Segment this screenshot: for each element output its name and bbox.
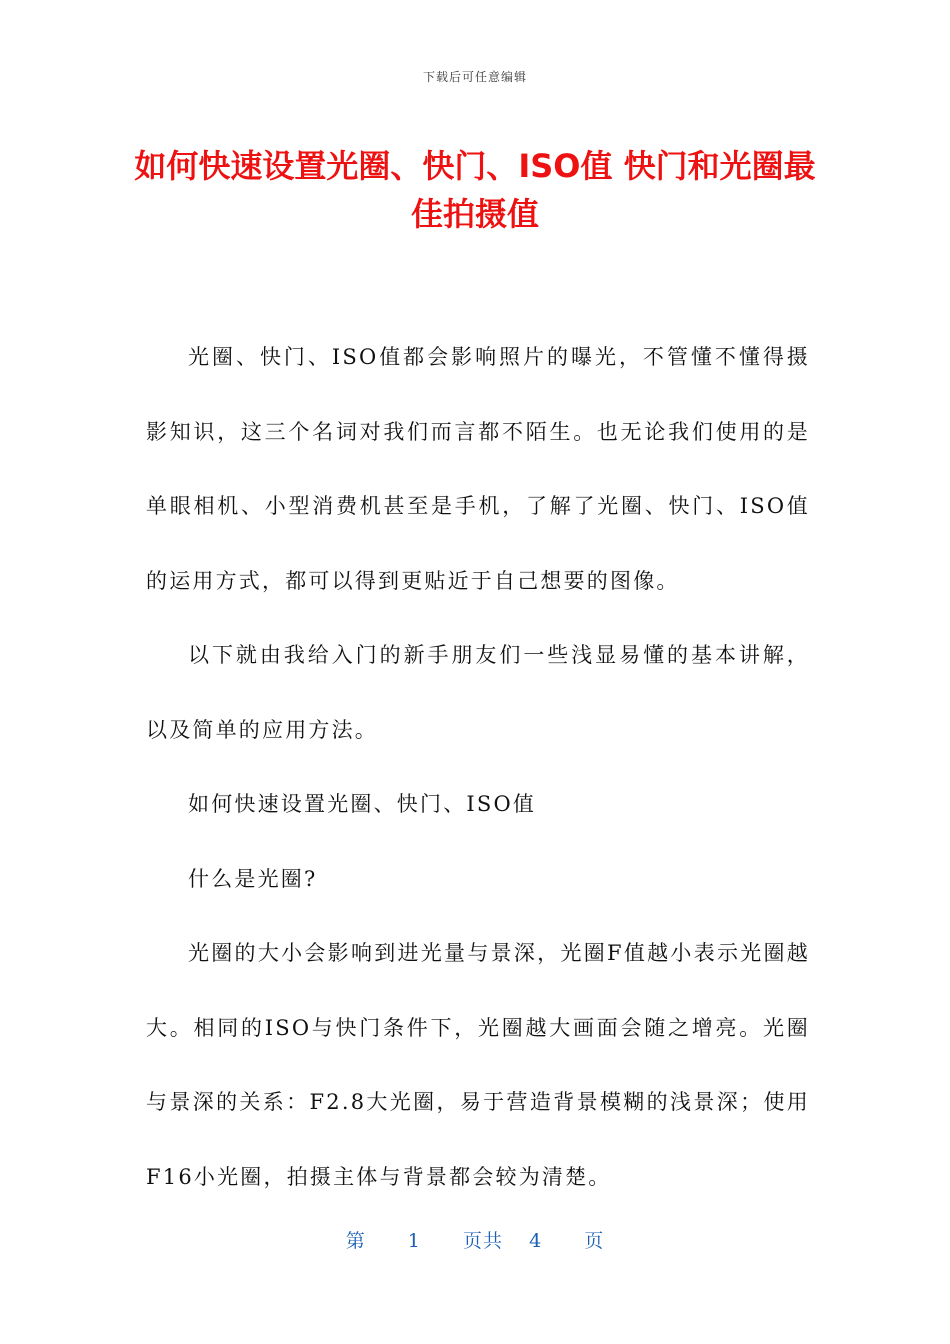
paragraph: 以下就由我给入门的新手朋友们一些浅显易懂的基本讲解，以及简单的应用方法。 bbox=[146, 643, 810, 742]
header-note: 下载后可任意编辑 bbox=[422, 70, 527, 84]
footer-current-page: 1 bbox=[407, 1230, 421, 1252]
footer-total-pages: 4 bbox=[529, 1230, 543, 1252]
footer-prefix: 第 bbox=[345, 1230, 366, 1252]
paragraph: 光圈、快门、ISO值都会影响照片的曝光，不管懂不懂得摄影知识，这三个名词对我们而言都不陌生。也无论我们使用的是单眼相机、小型消费机甚至是手机，了解了光圈、快门、ISO值的运用方式，都可以得到更贴近于自己想要的图像。 bbox=[146, 345, 810, 593]
footer-suffix: 页 bbox=[584, 1230, 605, 1252]
document-title: 如何快速设置光圈、快门、ISO值 快门和光圈最佳拍摄值 bbox=[134, 147, 816, 233]
paragraph: 光圈的大小会影响到进光量与景深，光圈F值越小表示光圈越大。相同的ISO与快门条件下，光圈越大画面会随之增亮。光圈与景深的关系：F2.8大光圈，易于营造背景模糊的浅景深；使用F16小光圈，拍摄主体与背景都会较为清楚。 bbox=[146, 941, 810, 1189]
footer-middle: 页共 bbox=[462, 1230, 503, 1252]
page-footer bbox=[0, 1226, 950, 1253]
section-heading: 如何快速设置光圈、快门、ISO值 bbox=[188, 792, 537, 816]
sub-heading: 什么是光圈? bbox=[188, 866, 318, 891]
document-body bbox=[146, 320, 810, 1214]
